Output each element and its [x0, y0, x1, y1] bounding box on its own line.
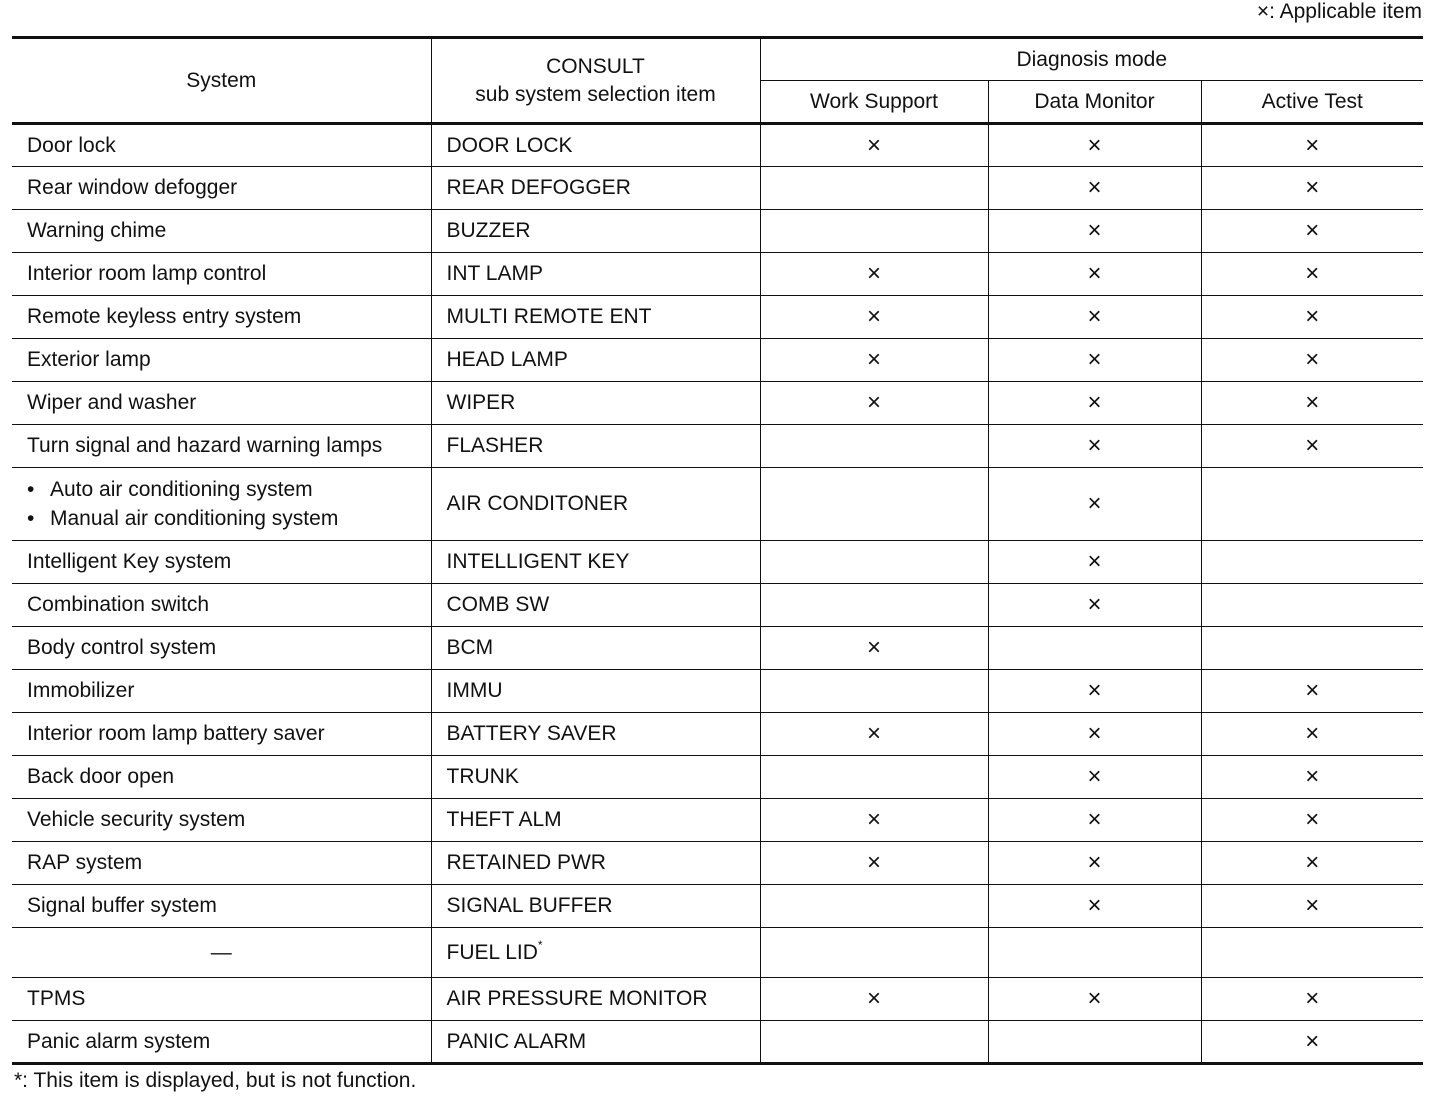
table-row — [12, 756, 1423, 799]
consult-item-cell — [431, 253, 760, 296]
system-cell: Intelligent Key system — [12, 541, 431, 584]
legend-note: ×: Applicable item — [1256, 0, 1422, 23]
active-test-cell: × — [1201, 842, 1423, 885]
consult-item-cell — [431, 978, 760, 1021]
work-support-cell: × — [760, 627, 988, 670]
data-monitor-cell — [988, 1021, 1201, 1064]
active-test-cell — [1201, 468, 1423, 541]
consult-item-cell — [431, 713, 760, 756]
consult-item-cell — [431, 756, 760, 799]
work-support-column-header: Work Support — [760, 81, 988, 124]
data-monitor-cell: × — [988, 468, 1201, 541]
table-row — [12, 253, 1423, 296]
system-cell: Rear window defogger — [12, 167, 431, 210]
table-row — [12, 124, 1423, 167]
system-cell: Signal buffer system — [12, 885, 431, 928]
consult-item-label: INT LAMP — [446, 262, 543, 285]
active-test-cell: × — [1201, 713, 1423, 756]
active-test-cell: × — [1201, 978, 1423, 1021]
table-body — [12, 124, 1423, 1064]
table-row — [12, 885, 1423, 928]
work-support-cell: × — [760, 339, 988, 382]
consult-item-label: THEFT ALM — [446, 808, 562, 831]
consult-item-cell — [431, 339, 760, 382]
consult-column-header — [431, 38, 760, 124]
consult-item-cell — [431, 1021, 760, 1064]
active-test-column-header: Active Test — [1201, 81, 1423, 124]
table-row — [12, 670, 1423, 713]
consult-item-cell — [431, 541, 760, 584]
consult-item-cell — [431, 842, 760, 885]
diagnosis-mode-header: Diagnosis mode — [760, 38, 1423, 81]
consult-item-cell — [431, 928, 760, 978]
consult-item-label: HEAD LAMP — [446, 348, 568, 371]
system-cell: RAP system — [12, 842, 431, 885]
data-monitor-cell: × — [988, 296, 1201, 339]
work-support-cell: × — [760, 978, 988, 1021]
consult-item-cell — [431, 627, 760, 670]
work-support-cell — [760, 584, 988, 627]
system-bullet-list — [27, 475, 431, 533]
active-test-cell: × — [1201, 799, 1423, 842]
footnote: *: This item is displayed, but is not function. — [14, 1069, 417, 1092]
consult-item-cell — [431, 468, 760, 541]
consult-item-label: AIR CONDITONER — [446, 492, 629, 515]
active-test-cell: × — [1201, 670, 1423, 713]
active-test-cell: × — [1201, 885, 1423, 928]
system-column-header: System — [12, 38, 431, 124]
work-support-cell — [760, 885, 988, 928]
active-test-cell: × — [1201, 756, 1423, 799]
table-header-row — [12, 38, 1423, 81]
table-row — [12, 210, 1423, 253]
system-cell: Warning chime — [12, 210, 431, 253]
data-monitor-cell: × — [988, 842, 1201, 885]
consult-item-cell — [431, 670, 760, 713]
consult-item-label: SIGNAL BUFFER — [446, 894, 613, 917]
consult-header-line2: sub system selection item — [475, 82, 716, 106]
table-row — [12, 842, 1423, 885]
footnote-marker: * — [537, 937, 543, 952]
consult-item-label: BATTERY SAVER — [446, 722, 617, 745]
active-test-cell: × — [1201, 382, 1423, 425]
data-monitor-cell: × — [988, 339, 1201, 382]
consult-item-label: REAR DEFOGGER — [446, 176, 631, 199]
consult-item-label: INTELLIGENT KEY — [446, 550, 630, 573]
consult-item-cell — [431, 885, 760, 928]
consult-item-label: COMB SW — [446, 593, 550, 616]
work-support-cell: × — [760, 253, 988, 296]
table-row — [12, 627, 1423, 670]
consult-item-label: RETAINED PWR — [446, 851, 606, 874]
consult-item-cell — [431, 584, 760, 627]
active-test-cell: × — [1201, 425, 1423, 468]
system-cell: Turn signal and hazard warning lamps — [12, 425, 431, 468]
consult-item-label: MULTI REMOTE ENT — [446, 305, 652, 328]
table-row — [12, 1021, 1423, 1064]
system-cell — [12, 468, 431, 541]
system-cell: Remote keyless entry system — [12, 296, 431, 339]
consult-item-label: BCM — [446, 636, 494, 659]
table-row — [12, 167, 1423, 210]
data-monitor-cell — [988, 627, 1201, 670]
work-support-cell — [760, 210, 988, 253]
consult-item-cell — [431, 124, 760, 167]
data-monitor-cell: × — [988, 713, 1201, 756]
data-monitor-cell: × — [988, 670, 1201, 713]
data-monitor-cell: × — [988, 382, 1201, 425]
data-monitor-column-header: Data Monitor — [988, 81, 1201, 124]
system-bullet-item: • Manual air conditioning system — [27, 504, 431, 533]
consult-item-label: BUZZER — [446, 219, 531, 242]
consult-item-cell — [431, 382, 760, 425]
consult-item-label: DOOR LOCK — [446, 133, 573, 157]
consult-header-line1: CONSULT — [546, 54, 645, 78]
consult-item-label: TRUNK — [446, 765, 519, 788]
consult-item-label: AIR PRESSURE MONITOR — [446, 987, 708, 1010]
system-cell: Interior room lamp battery saver — [12, 713, 431, 756]
data-monitor-cell: × — [988, 167, 1201, 210]
system-cell: Panic alarm system — [12, 1021, 431, 1064]
consult-item-label: FLASHER — [446, 434, 544, 457]
active-test-cell — [1201, 928, 1423, 978]
system-cell: — — [12, 928, 431, 978]
table-row — [12, 296, 1423, 339]
consult-item-label: FUEL LID — [446, 940, 538, 964]
active-test-cell: × — [1201, 296, 1423, 339]
data-monitor-cell: × — [988, 756, 1201, 799]
work-support-cell: × — [760, 842, 988, 885]
active-test-cell: × — [1201, 124, 1423, 167]
data-monitor-cell — [988, 928, 1201, 978]
active-test-cell: × — [1201, 253, 1423, 296]
consult-item-label: WIPER — [446, 391, 516, 414]
table-row — [12, 713, 1423, 756]
work-support-cell — [760, 167, 988, 210]
system-cell: Wiper and washer — [12, 382, 431, 425]
data-monitor-cell: × — [988, 885, 1201, 928]
consult-item-cell — [431, 799, 760, 842]
active-test-cell: × — [1201, 210, 1423, 253]
table-row — [12, 425, 1423, 468]
diagnosis-mode-table — [12, 36, 1423, 1065]
system-cell: Combination switch — [12, 584, 431, 627]
active-test-cell — [1201, 627, 1423, 670]
system-cell: Door lock — [12, 124, 431, 167]
work-support-cell: × — [760, 799, 988, 842]
work-support-cell: × — [760, 296, 988, 339]
data-monitor-cell: × — [988, 210, 1201, 253]
work-support-cell — [760, 425, 988, 468]
system-cell: Vehicle security system — [12, 799, 431, 842]
data-monitor-cell: × — [988, 978, 1201, 1021]
table-row — [12, 978, 1423, 1021]
table-row — [12, 468, 1423, 541]
data-monitor-cell: × — [988, 799, 1201, 842]
work-support-cell — [760, 1021, 988, 1064]
active-test-cell: × — [1201, 1021, 1423, 1064]
consult-item-label: IMMU — [446, 679, 503, 702]
system-cell: TPMS — [12, 978, 431, 1021]
consult-item-label: PANIC ALARM — [446, 1029, 587, 1053]
table-row — [12, 928, 1423, 978]
data-monitor-cell: × — [988, 541, 1201, 584]
active-test-cell: × — [1201, 167, 1423, 210]
table-row — [12, 382, 1423, 425]
data-monitor-cell: × — [988, 584, 1201, 627]
system-bullet-item: • Auto air conditioning system — [27, 475, 431, 504]
table-row — [12, 799, 1423, 842]
active-test-cell — [1201, 541, 1423, 584]
work-support-cell: × — [760, 124, 988, 167]
consult-item-cell — [431, 167, 760, 210]
system-cell: Back door open — [12, 756, 431, 799]
work-support-cell — [760, 756, 988, 799]
consult-item-cell — [431, 210, 760, 253]
table-row — [12, 339, 1423, 382]
work-support-cell — [760, 928, 988, 978]
table-row — [12, 541, 1423, 584]
system-cell: Body control system — [12, 627, 431, 670]
work-support-cell: × — [760, 382, 988, 425]
data-monitor-cell: × — [988, 253, 1201, 296]
work-support-cell: × — [760, 713, 988, 756]
work-support-cell — [760, 541, 988, 584]
data-monitor-cell: × — [988, 425, 1201, 468]
data-monitor-cell: × — [988, 124, 1201, 167]
table-row — [12, 584, 1423, 627]
consult-item-cell — [431, 296, 760, 339]
consult-item-cell — [431, 425, 760, 468]
system-cell: Interior room lamp control — [12, 253, 431, 296]
active-test-cell: × — [1201, 339, 1423, 382]
system-cell: Exterior lamp — [12, 339, 431, 382]
active-test-cell — [1201, 584, 1423, 627]
work-support-cell — [760, 468, 988, 541]
work-support-cell — [760, 670, 988, 713]
system-cell: Immobilizer — [12, 670, 431, 713]
